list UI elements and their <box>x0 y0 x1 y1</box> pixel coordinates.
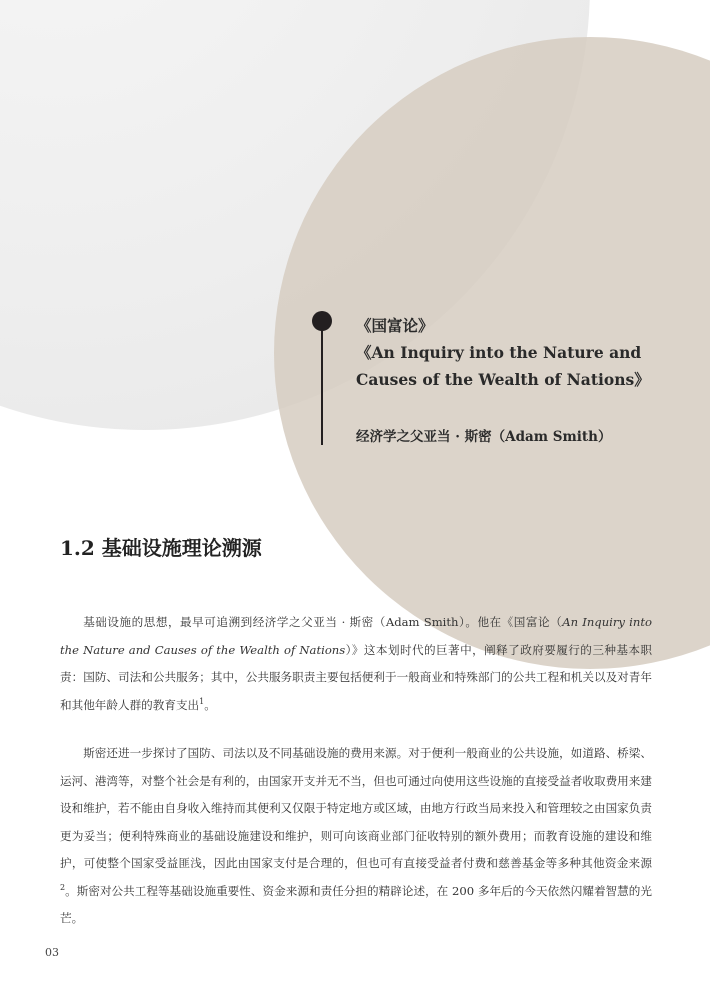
paragraph-1-text-c: 。 <box>204 697 216 712</box>
paragraph-2 <box>60 740 652 933</box>
quote-title-cn: 《国富论》 <box>356 316 434 335</box>
quote-author: 经济学之父亚当 · 斯密（Adam Smith） <box>356 429 612 445</box>
paragraph-1-text-b: ）》这本划时代的巨著中，阐释了政府要履行的三种基本职责：国防、司法和公共服务；其中，公共服务职责主要包括便利于一般商业和特殊部门的公共工程和机关以及对青年和其他年龄人群的教育支出 <box>60 642 653 712</box>
paragraph-1-italic-title: An Inquiry into the Nature and Causes of the Wealth of Nations <box>60 615 652 657</box>
quote-title-block <box>356 312 676 393</box>
paragraph-2-text-a: 斯密还进一步探讨了国防、司法以及不同基础设施的费用来源。对于便利一般商业的公共设施，如道路、桥梁、运河、港湾等，对整个社会是有利的，由国家开支并无不当，但也可通过向使用这些设施的直接受益者收取费用来建设和维护，若不能由自身收入维持而其便利又仅限于特定地方或区域，由地方行政当局来投入和管理较之由国家负责更为妥当；便利特殊商业的基础设施建设和维护，则可向该商业部门征收特别的额外费用；而教育设施的建设和维护，可使整个国家受益匪浅，因此由国家支付是合理的，但也可有直接受益者付费和慈善基金等多种其他资金来源 <box>60 746 652 870</box>
paragraph-2-text-b: 。斯密对公共工程等基础设施重要性、资金来源和责任分担的精辟论述，在 200 多年后的今天依然闪耀着智慧的光芒。 <box>60 883 652 925</box>
paragraph-1 <box>60 609 652 719</box>
quote-title-en-line1: 《An Inquiry into the Nature and <box>356 343 642 362</box>
footnote-ref-1[interactable]: 1 <box>199 696 205 706</box>
paragraph-1-text-a: 基础设施的思想，最早可追溯到经济学之父亚当 · 斯密（Adam Smith）。他在《国富论（ <box>83 615 563 629</box>
footnote-ref-2[interactable]: 2 <box>60 882 66 892</box>
section-title: 1.2 基础设施理论溯源 <box>60 536 262 560</box>
quote-vertical-line <box>321 325 323 445</box>
page-number: 03 <box>45 946 59 959</box>
quote-title-en-line2: Causes of the Wealth of Nations》 <box>356 370 650 389</box>
